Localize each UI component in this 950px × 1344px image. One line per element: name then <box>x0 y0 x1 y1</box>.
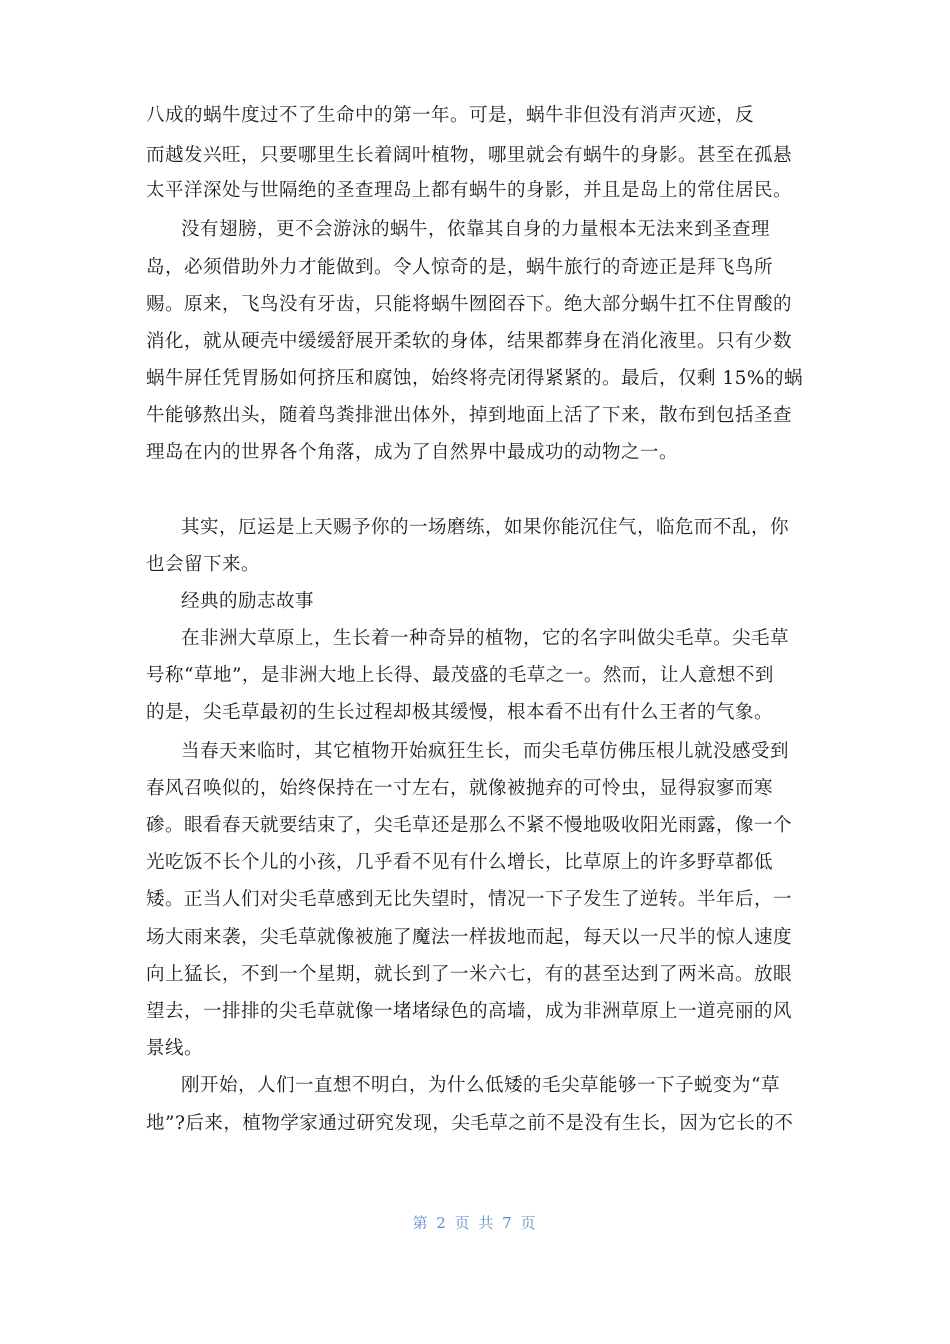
paragraph-line: 地”?后来，植物学家通过研究发现，尖毛草之前不是没有生长，因为它长的不 <box>146 1113 794 1134</box>
paragraph-line: 场大雨来袭，尖毛草就像被施了魔法一样拔地而起，每天以一尺半的惊人速度 <box>146 927 793 948</box>
paragraph-line: 理岛在内的世界各个角落，成为了自然界中最成功的动物之一。 <box>146 442 679 463</box>
paragraph-line: 在非洲大草原上，生长着一种奇异的植物，它的名字叫做尖毛草。尖毛草 <box>181 628 790 649</box>
section-title: 经典的励志故事 <box>181 591 315 612</box>
paragraph-line: 八成的蜗牛度过不了生命中的第一年。可是，蜗牛非但没有消声灭迹，反 <box>146 105 755 126</box>
paragraph-line: 的是，尖毛草最初的生长过程却极其缓慢，根本看不出有什么王者的气象。 <box>146 702 774 723</box>
paragraph-line: 赐。原来，飞鸟没有牙齿，只能将蜗牛囫囵吞下。绝大部分蜗牛扛不住胃酸的 <box>146 294 793 315</box>
paragraph-line: 春风召唤似的，始终保持在一寸左右，就像被抛弃的可怜虫，显得寂寥而寒 <box>146 778 774 799</box>
paragraph-line: 岛，必须借助外力才能做到。令人惊奇的是，蜗牛旅行的奇迹正是拜飞鸟所 <box>146 257 774 278</box>
paragraph-line: 消化，就从硬壳中缓缓舒展开柔软的身体，结果都葬身在消化液里。只有少数 <box>146 331 793 352</box>
paragraph-line: 矮。正当人们对尖毛草感到无比失望时，情况一下子发生了逆转。半年后，一 <box>146 889 793 910</box>
paragraph-line: 向上猛长，不到一个星期，就长到了一米六七，有的甚至达到了两米高。放眼 <box>146 964 793 985</box>
paragraph-line: 碜。眼看春天就要结束了，尖毛草还是那么不紧不慢地吸收阳光雨露，像一个 <box>146 815 793 836</box>
paragraph-line: 当春天来临时，其它植物开始疯狂生长，而尖毛草仿佛压根儿就没感受到 <box>181 741 790 762</box>
paragraph-line: 太平洋深处与世隔绝的圣查理岛上都有蜗牛的身影，并且是岛上的常住居民。 <box>146 180 793 201</box>
paragraph-line: 其实，厄运是上天赐予你的一场磨练，如果你能沉住气，临危而不乱，你 <box>181 517 790 538</box>
paragraph-line: 刚开始，人们一直想不明白，为什么低矮的毛尖草能够一下子蜕变为“草 <box>181 1075 780 1096</box>
paragraph-line: 光吃饭不长个儿的小孩，几乎看不见有什么增长，比草原上的许多野草都低 <box>146 852 774 873</box>
paragraph-line: 望去，一排排的尖毛草就像一堵堵绿色的高墙，成为非洲草原上一道亮丽的风 <box>146 1001 793 1022</box>
page-number-footer: 第 2 页 共 7 页 <box>412 1214 538 1232</box>
paragraph-line: 也会留下来。 <box>146 554 261 575</box>
paragraph-line: 号称“草地”，是非洲大地上长得、最茂盛的毛草之一。然而，让人意想不到 <box>146 665 774 686</box>
paragraph-line: 景线。 <box>146 1038 204 1059</box>
paragraph-line: 牛能够熬出头，随着鸟粪排泄出体外，掉到地面上活了下来，散布到包括圣查 <box>146 405 793 426</box>
paragraph-line: 而越发兴旺，只要哪里生长着阔叶植物，哪里就会有蜗牛的身影。甚至在孤悬 <box>146 145 793 166</box>
paragraph-line: 蜗牛屏任凭胃肠如何挤压和腐蚀，始终将壳闭得紧紧的。最后，仅剩 15%的蜗 <box>146 368 804 389</box>
paragraph-line: 没有翅膀，更不会游泳的蜗牛，依靠其自身的力量根本无法来到圣查理 <box>181 219 771 240</box>
